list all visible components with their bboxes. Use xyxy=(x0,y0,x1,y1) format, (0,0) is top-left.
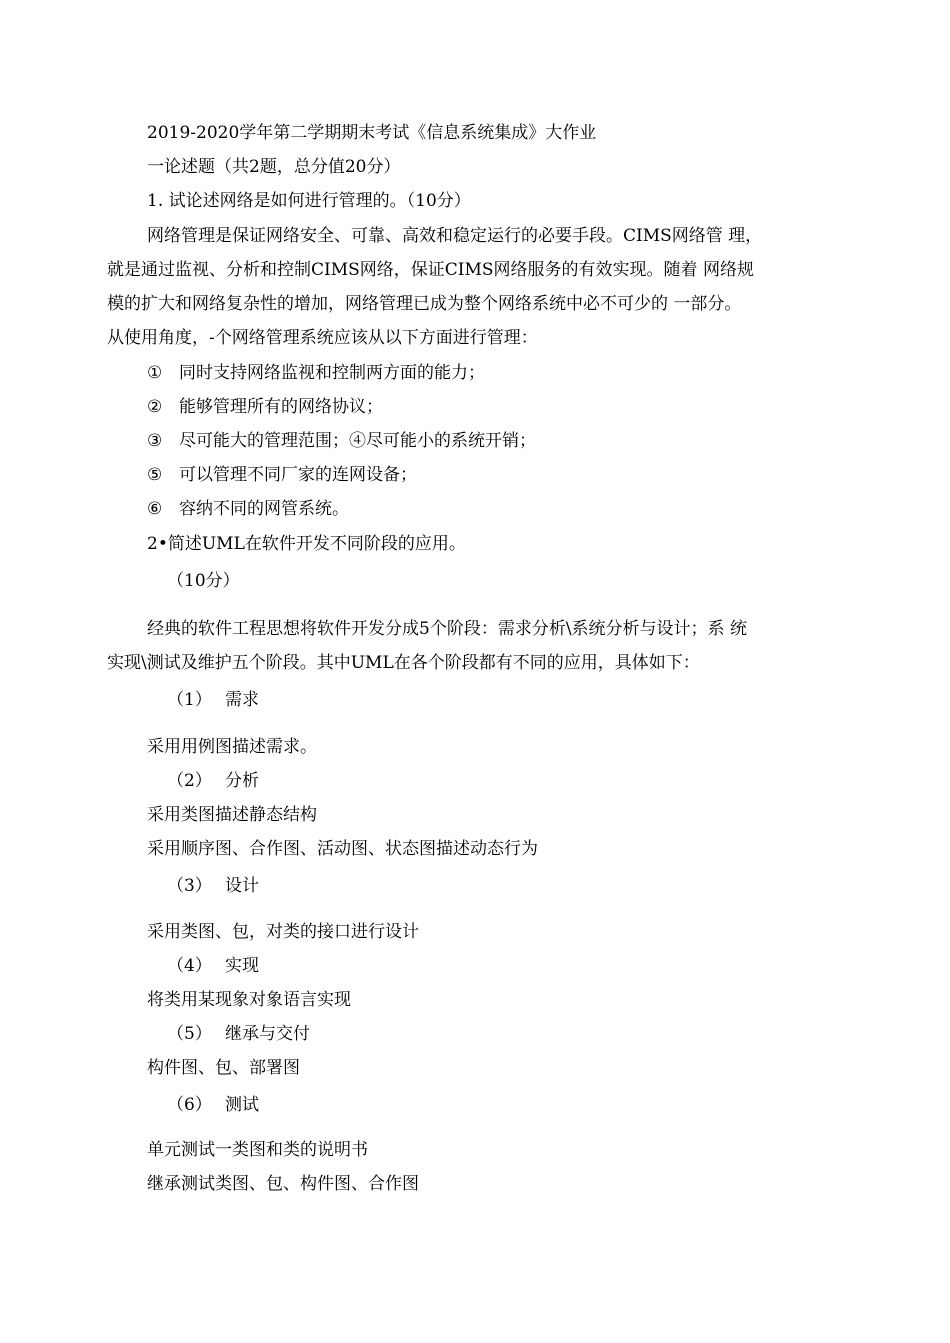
stage-description: 构件图、包、部署图 xyxy=(147,1058,300,1078)
q1-paragraph-line: 就是通过监视、分析和控制CIMS网络，保证CIMS网络服务的有效实现。随着 网络规 xyxy=(107,260,754,280)
q1-list-item xyxy=(147,430,536,452)
q1-paragraph-line: 网络管理是保证网络安全、可靠、高效和稳定运行的必要手段。CIMS网络管 理， xyxy=(147,226,763,246)
q2-paragraph-line: 实现\测试及维护五个阶段。其中UML在各个阶段都有不同的应用，具体如下： xyxy=(107,653,700,673)
section-heading: 一论述题（共2题，总分值20分） xyxy=(147,157,401,177)
stage-heading xyxy=(167,875,259,897)
q1-list-item xyxy=(147,396,383,418)
list-item-text: 可以管理不同厂家的连网设备； xyxy=(179,465,417,485)
list-item-text: 同时支持网络监视和控制两方面的能力； xyxy=(179,363,485,383)
q1-paragraph-line: 模的扩大和网络复杂性的增加，网络管理已成为整个网络系统中必不可少的 一部分。 xyxy=(107,294,742,314)
stage-label: 需求 xyxy=(225,690,259,710)
stage-label: 实现 xyxy=(225,956,259,976)
stage-label: 测试 xyxy=(225,1095,259,1115)
stage-number: （2） xyxy=(167,771,212,791)
list-item-number: ① xyxy=(147,363,163,383)
list-item-number: ⑤ xyxy=(147,465,163,485)
stage-heading xyxy=(167,770,259,792)
stage-heading xyxy=(167,1023,310,1045)
list-item-text: 尽可能大的管理范围；④尽可能小的系统开销； xyxy=(179,431,536,451)
stage-number: （6） xyxy=(167,1095,212,1115)
stage-number: （4） xyxy=(167,956,212,976)
stage-number: （3） xyxy=(167,876,212,896)
stage-description: 采用类图描述静态结构 xyxy=(147,805,317,825)
q1-list-item xyxy=(147,464,417,486)
stage-label: 分析 xyxy=(225,771,259,791)
stage-description: 将类用某现象对象语言实现 xyxy=(147,990,351,1010)
list-item-number: ② xyxy=(147,397,163,417)
stage-label: 继承与交付 xyxy=(225,1024,310,1044)
stage-description: 采用用例图描述需求。 xyxy=(147,737,317,757)
list-item-number: ⑥ xyxy=(147,499,163,519)
stage-description: 采用类图、包，对类的接口进行设计 xyxy=(147,922,419,942)
question-1-heading: 1. 试论述网络是如何进行管理的。（10分） xyxy=(147,191,471,211)
q1-paragraph-line: 从使用角度，-个网络管理系统应该从以下方面进行管理： xyxy=(107,328,538,348)
stage-description: 采用顺序图、合作图、活动图、状态图描述动态行为 xyxy=(147,839,538,859)
q2-paragraph-line: 经典的软件工程思想将软件开发分成5个阶段：需求分析\系统分析与设计；系 统 xyxy=(147,619,747,639)
stage-label: 设计 xyxy=(225,876,259,896)
list-item-number: ③ xyxy=(147,431,163,451)
document-title: 2019-2020学年第二学期期末考试《信息系统集成》大作业 xyxy=(147,123,597,143)
list-item-text: 能够管理所有的网络协议； xyxy=(179,397,383,417)
q1-list-item xyxy=(147,498,349,520)
stage-heading xyxy=(167,1094,259,1116)
stage-heading xyxy=(167,955,259,977)
stage-description: 继承测试类图、包、构件图、合作图 xyxy=(147,1174,419,1194)
stage-heading xyxy=(167,689,259,711)
stage-number: （1） xyxy=(167,690,212,710)
stage-description: 单元测试一类图和类的说明书 xyxy=(147,1140,368,1160)
question-2-score: （10分） xyxy=(167,571,240,591)
stage-number: （5） xyxy=(167,1024,212,1044)
question-2-heading: 2•简述UML在软件开发不同阶段的应用。 xyxy=(147,534,466,554)
q1-list-item xyxy=(147,362,485,384)
list-item-text: 容纳不同的网管系统。 xyxy=(179,499,349,519)
